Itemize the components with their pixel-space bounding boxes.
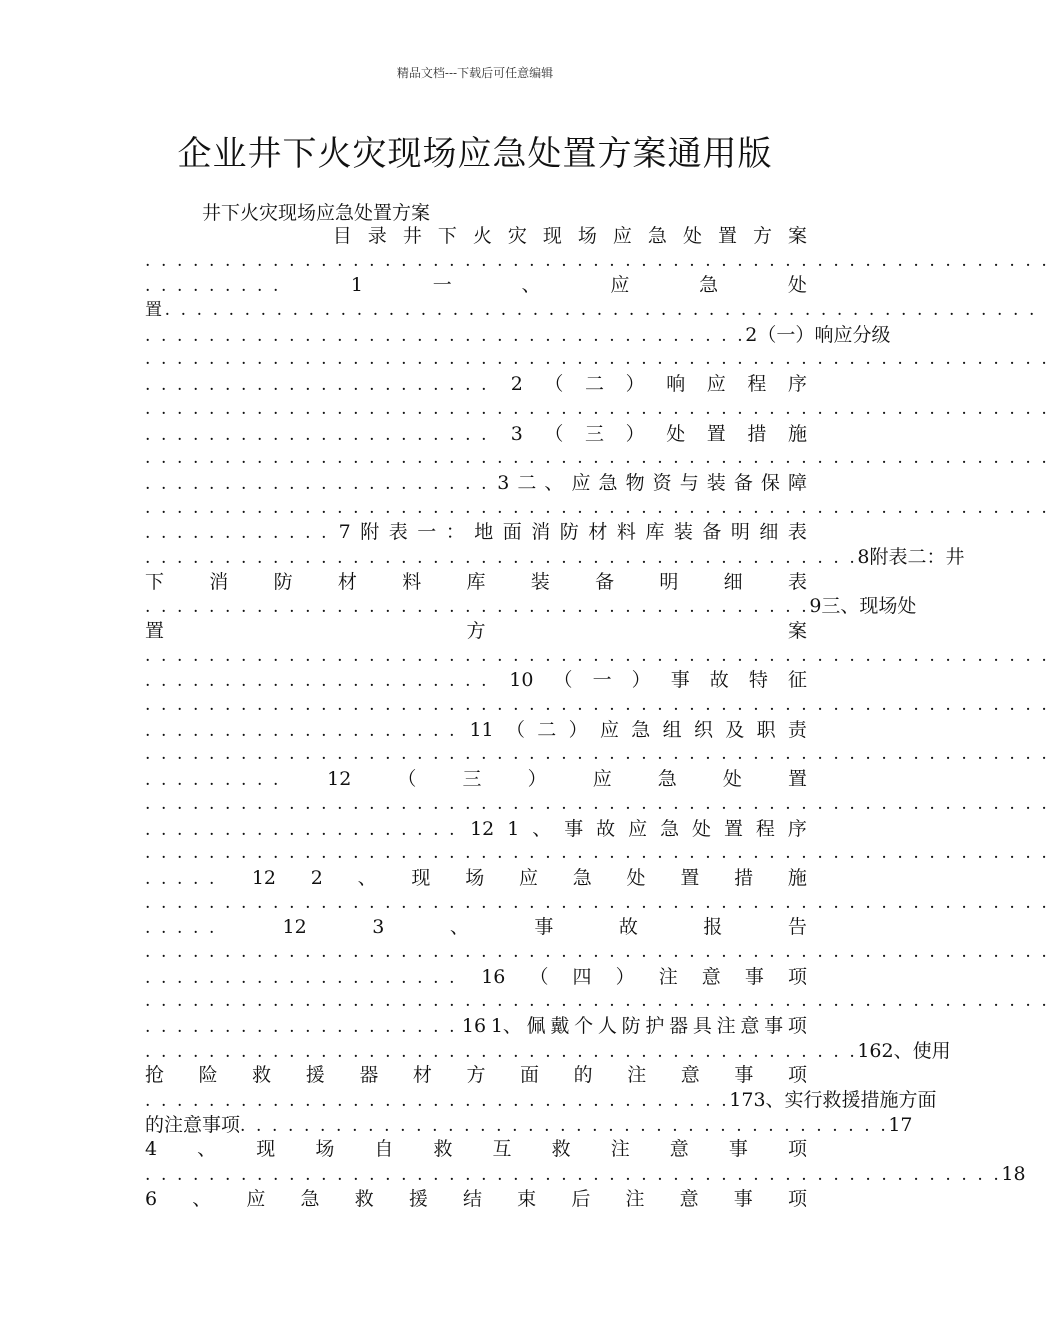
- toc-text: 12: [251, 866, 276, 889]
- toc-text: 处: [666, 422, 686, 445]
- toc-text: 级: [871, 323, 891, 346]
- toc-text: . . . . . . . . . . . . . . . . . . . . . . . . . . . . . . . . . . . . . .: [145, 325, 746, 346]
- toc-text: 险: [198, 1064, 218, 1087]
- toc-text: 16: [461, 1015, 487, 1037]
- toc-text: 消: [209, 570, 229, 593]
- toc-text: 1: [350, 274, 363, 297]
- toc-line: [145, 471, 807, 496]
- table-of-contents: [145, 224, 1049, 1212]
- toc-text: 注: [716, 1015, 736, 1037]
- toc-text: 录: [367, 225, 387, 247]
- toc-text: 灾: [507, 225, 527, 247]
- toc-text: . . . . . . . . . . . . . . . . . . . . . . . . . . . . . . . . . . . . . . . . . . . . .: [145, 547, 858, 568]
- toc-text: 器: [359, 1064, 379, 1087]
- toc-line: [145, 965, 807, 990]
- toc-text: . . . . . . . . . . . . . . . . . . . . . . . . . . . . . . . . . . . . . . . . . .: [145, 597, 810, 618]
- toc-text: 明: [730, 521, 750, 544]
- toc-text: 急: [572, 866, 592, 889]
- toc-line: [145, 742, 1049, 767]
- toc-text: 方: [466, 620, 486, 642]
- toc-text: 事: [744, 965, 764, 988]
- toc-line: [145, 1137, 807, 1162]
- toc-text: 障: [787, 471, 807, 494]
- toc-text: . . . . . . . . . . . . . . . . . . . .: [145, 819, 458, 840]
- toc-text: 分: [852, 323, 872, 346]
- toc-text: . . . . .: [145, 868, 218, 889]
- toc-text: 防: [559, 521, 579, 544]
- toc-text: 三: [462, 768, 482, 791]
- toc-text: 组: [662, 718, 682, 741]
- toc-text: 应: [592, 768, 612, 791]
- toc-text: 方: [752, 225, 772, 247]
- toc-text: 2: [745, 323, 758, 346]
- toc-text: 三、现场处: [821, 595, 917, 618]
- toc-text: 责: [787, 718, 807, 741]
- toc-line: [145, 940, 1049, 965]
- toc-text: . . . . . . . . . . . . . . . . . . . .: [145, 967, 458, 988]
- toc-line: [145, 298, 1038, 323]
- toc-line: [145, 570, 807, 595]
- toc-text: 3: [497, 471, 510, 494]
- toc-text: 急: [647, 225, 667, 247]
- toc-text: 火: [472, 225, 492, 247]
- toc-line: [145, 1187, 807, 1212]
- toc-text: 6: [145, 1187, 158, 1210]
- toc-text: 项: [787, 1138, 807, 1161]
- toc-text: 材: [337, 570, 357, 593]
- toc-text: 置: [145, 620, 165, 642]
- toc-text: 应: [628, 817, 648, 840]
- toc-line: [145, 323, 891, 348]
- toc-text: 注: [658, 965, 678, 988]
- toc-text: 与: [679, 471, 699, 494]
- toc-text: . . . . . . . . . . . . . . . . . . . . . . . . . . . . . . . . . . . . . . . . . . . . . . . . . . . . . . . . .: [145, 250, 1049, 271]
- toc-text: 面: [502, 521, 522, 544]
- toc-text: . . . . . . . . . . . . . . . . . . . . . .: [145, 473, 490, 494]
- toc-text: 人: [597, 1015, 617, 1037]
- toc-text: （: [529, 965, 549, 988]
- toc-text: 措: [747, 422, 767, 445]
- toc-text: 意: [740, 1015, 760, 1037]
- toc-text: 项: [787, 965, 807, 988]
- toc-text: 材: [412, 1064, 432, 1087]
- toc-text: 施: [787, 866, 807, 889]
- toc-text: 料: [616, 521, 636, 544]
- toc-text: ）: [631, 669, 651, 692]
- toc-line: [145, 792, 1049, 817]
- toc-text: 事: [733, 1187, 753, 1210]
- toc-text: 装: [530, 570, 550, 593]
- toc-text: 现: [256, 1138, 276, 1161]
- toc-text: 10: [509, 669, 534, 692]
- toc-text: 下: [145, 570, 165, 593]
- toc-text: 救: [354, 1187, 374, 1210]
- toc-text: . . . . . . . . . . . . . . . . . . . . . .: [145, 375, 490, 396]
- toc-text: 处: [722, 768, 742, 791]
- toc-text: ：: [445, 521, 465, 544]
- toc-text: 戴: [550, 1015, 570, 1037]
- toc-line: [145, 718, 807, 743]
- toc-text: 置: [680, 866, 700, 889]
- toc-text: . . . . . . . . . . . . . . . . . . . . . . . . . . . . . . . . . . . . . . . . . . . . . . . . . . . . . . . . .: [145, 398, 1049, 419]
- toc-text: 注: [627, 1064, 647, 1087]
- toc-line: [145, 397, 1049, 422]
- toc-text: 装: [706, 471, 726, 494]
- toc-text: 处: [692, 817, 712, 840]
- toc-text: . . . . . . . . . . . . . . . . . . . . . . . . . . . . . . . . . . . . . . . . . . . . . . . . . . . . . .: [145, 1165, 1002, 1186]
- toc-text: 、: [357, 866, 377, 889]
- toc-text: 应: [706, 373, 726, 396]
- toc-text: . . . . . . . . .: [145, 276, 282, 297]
- toc-line: [145, 496, 1049, 521]
- toc-text: 救: [551, 1138, 571, 1161]
- toc-text: . . . . . . . . . . . . . . . . . . . . . . . . . . . . . . . . . . . . . . . . .: [240, 1115, 889, 1136]
- toc-text: 9: [809, 595, 822, 618]
- toc-text: 8: [857, 545, 870, 568]
- toc-text: 个: [574, 1015, 594, 1037]
- toc-text: 意: [669, 1138, 689, 1161]
- toc-text: 场: [465, 866, 485, 889]
- toc-text: 救: [433, 1138, 453, 1161]
- toc-line: [145, 1039, 951, 1064]
- toc-text: 18: [1001, 1163, 1026, 1186]
- toc-text: 二: [517, 471, 537, 494]
- toc-text: 具: [692, 1015, 712, 1037]
- toc-text: 项: [787, 1064, 807, 1087]
- toc-text: 应: [610, 274, 630, 297]
- toc-text: 场: [577, 225, 597, 247]
- toc-text: 事: [534, 916, 554, 939]
- toc-text: . . . . . . . . . . . . . . . . . . . . . . . . . . . . . . . . . . . . .: [145, 1091, 730, 1112]
- toc-text: 材: [588, 521, 608, 544]
- toc-text: 表: [787, 570, 807, 593]
- toc-text: 报: [703, 916, 723, 939]
- toc-text: 序: [787, 817, 807, 840]
- toc-line: [145, 1113, 913, 1138]
- toc-text: . . . . .: [145, 918, 218, 939]
- toc-text: 资: [652, 471, 672, 494]
- toc-text: 事: [728, 1138, 748, 1161]
- toc-text: 消: [531, 521, 551, 544]
- toc-text: （: [544, 373, 564, 396]
- toc-text: 后: [571, 1187, 591, 1210]
- toc-text: 一: [417, 521, 437, 544]
- toc-text: 项: [787, 1015, 807, 1037]
- toc-text: . . . . . . . . . . . . . . . . . . . . . . . . . . . . . . . . . . . . . . . . . . . . . . . . . . . . . . . . .: [145, 744, 1049, 765]
- toc-text: . . . . . . . . . . . . . . . . . . . .: [145, 720, 458, 741]
- toc-text: 4: [145, 1138, 158, 1161]
- toc-text: 程: [755, 817, 775, 840]
- toc-text: 援: [305, 1064, 325, 1087]
- toc-text: 3: [372, 916, 385, 939]
- toc-text: . . . . . . . . .: [145, 770, 282, 791]
- toc-text: 应: [246, 1187, 266, 1210]
- toc-text: 意: [701, 965, 721, 988]
- toc-line: [145, 915, 807, 940]
- toc-text: 援: [408, 1187, 428, 1210]
- toc-text: 事: [734, 1064, 754, 1087]
- toc-text: 3: [510, 422, 523, 445]
- toc-text: . . . . . . . . . . . . . . . . . . . . . . . . . . . . . . . . . . . . . . . . . . . . . . . . . . . . . . . . .: [145, 793, 1049, 814]
- toc-line: [145, 224, 807, 249]
- toc-text: 佩: [526, 1015, 546, 1037]
- toc-line: [145, 594, 917, 619]
- toc-line: [145, 841, 1049, 866]
- toc-text: 护: [645, 1015, 665, 1037]
- toc-text: . . . . . . . . . . . . . . . . . . . . . . . . . . . . . . . . . . . . . . . . . . . . . . . . . . . . . . . . .: [145, 892, 1049, 913]
- toc-line: [145, 545, 965, 570]
- toc-text: 防: [273, 570, 293, 593]
- toc-text: 、: [532, 817, 552, 840]
- toc-text: 备: [595, 570, 615, 593]
- toc-text: 及: [725, 718, 745, 741]
- toc-line: [145, 866, 807, 891]
- toc-text: 故: [618, 916, 638, 939]
- toc-text: 注: [625, 1187, 645, 1210]
- toc-text: . . . . . . . . . . . . . . . . . . . . . .: [145, 671, 490, 692]
- toc-text: . . . . . . . . . . . . . . . . . . . . . . . . . . . . . . . . . . . . . . . . . . . . . . . . . . . . . . . . .: [145, 941, 1049, 962]
- toc-text: 注: [610, 1138, 630, 1161]
- toc-text: （: [505, 718, 525, 741]
- toc-text: 17: [888, 1113, 913, 1136]
- page-header: 精品文档---下载后可任意编辑: [396, 66, 554, 80]
- toc-text: 1: [507, 817, 520, 840]
- toc-text: 处: [626, 866, 646, 889]
- toc-text: 案: [787, 225, 807, 247]
- toc-text: 序: [787, 373, 807, 396]
- toc-text: 物: [625, 471, 645, 494]
- toc-text: 方: [466, 1064, 486, 1087]
- toc-text: 的注意事项: [145, 1113, 241, 1136]
- toc-text: 表: [388, 521, 408, 544]
- toc-text: . . . . . . . . . . . . . . . . . . . . . .: [145, 424, 490, 445]
- toc-text: 应: [518, 866, 538, 889]
- toc-text: 1、: [490, 1015, 522, 1037]
- toc-text: ）: [625, 373, 645, 396]
- toc-text: 的: [573, 1064, 593, 1087]
- toc-line: [145, 693, 1049, 718]
- toc-text: 2: [310, 866, 323, 889]
- toc-text: 施: [787, 422, 807, 445]
- toc-text: （: [757, 323, 777, 346]
- toc-line: [145, 372, 807, 397]
- toc-text: 装: [673, 521, 693, 544]
- toc-text: 、: [521, 274, 541, 297]
- toc-text: 器: [669, 1015, 689, 1037]
- toc-text: 应: [599, 718, 619, 741]
- toc-text: 应: [612, 225, 632, 247]
- toc-text: 库: [466, 570, 486, 593]
- toc-text: 互: [492, 1138, 512, 1161]
- toc-text: 急: [699, 274, 719, 297]
- toc-text: . . . . . . . . . . . . . . . . . . . . . . . . . . . . . . . . . . . . . . . . . . . . . . . . . . . . . . . . .: [145, 843, 1049, 864]
- toc-text: 16: [857, 1039, 882, 1062]
- toc-text: 织: [693, 718, 713, 741]
- toc-text: 四: [572, 965, 592, 988]
- toc-text: 程: [747, 373, 767, 396]
- toc-text: 11: [469, 718, 494, 741]
- toc-line: [145, 989, 1049, 1014]
- toc-line: [145, 891, 1049, 916]
- toc-text: 明: [659, 570, 679, 593]
- toc-text: （: [397, 768, 417, 791]
- toc-text: 面: [520, 1064, 540, 1087]
- toc-text: 下: [437, 225, 457, 247]
- toc-text: 一: [592, 669, 612, 692]
- toc-text: . . . . . . . . . . . . . . . . . . . . . . . . . . . . . . . . . . . . . . . . . . . . .: [145, 1041, 858, 1062]
- toc-text: 事: [764, 1015, 784, 1037]
- toc-line: [145, 1162, 1026, 1187]
- toc-line: [145, 273, 807, 298]
- toc-text: 、: [197, 1138, 217, 1161]
- toc-text: 库: [645, 521, 665, 544]
- toc-text: 措: [734, 866, 754, 889]
- toc-text: 井: [402, 225, 422, 247]
- toc-text: 事: [564, 817, 584, 840]
- toc-text: 细: [723, 570, 743, 593]
- toc-text: 项: [787, 1187, 807, 1210]
- toc-text: 处: [787, 274, 807, 297]
- toc-text: 三: [585, 422, 605, 445]
- toc-text: 响: [666, 373, 686, 396]
- toc-text: 料: [402, 570, 422, 593]
- toc-text: . . . . . . . . . . . . . . . . . . . . . . . . . . . . . . . . . . . . . . . . . . . . . . . . . . . . . . . . .: [145, 991, 1049, 1012]
- toc-text: 一: [776, 323, 796, 346]
- toc-text: . . . . . . . . . . . . . . . . . . . . . . . . . . . . . . . . . . . . . . . . . . . . . . . . . . . . . . . . .: [145, 349, 1049, 370]
- toc-text: 17: [729, 1089, 754, 1112]
- toc-text: 场: [315, 1138, 335, 1161]
- toc-text: 急: [660, 817, 680, 840]
- toc-text: 7: [338, 521, 351, 544]
- toc-text: 急: [657, 768, 677, 791]
- toc-text: 处: [682, 225, 702, 247]
- document-subtitle: 井下火灾现场应急处置方案: [202, 202, 431, 224]
- toc-text: 急: [631, 718, 651, 741]
- toc-text: 应: [833, 323, 853, 346]
- toc-text: 备: [702, 521, 722, 544]
- toc-text: 案: [787, 620, 807, 642]
- toc-text: 意: [680, 1064, 700, 1087]
- toc-text: 、: [192, 1187, 212, 1210]
- toc-text: . . . . . . . . . . . . . . . . . . . .: [145, 1017, 458, 1037]
- toc-text: 3、实行救援措施方面: [753, 1089, 937, 1112]
- toc-text: 职: [756, 718, 776, 741]
- toc-text: 应: [571, 471, 591, 494]
- toc-text: . . . . . . . . . . . . . . . . . . . . . . . . . . . . . . . . . . . . . . . . . . . . . . . . . . . . . . . . .: [145, 497, 1049, 518]
- toc-line: [145, 1063, 807, 1088]
- toc-text: 12: [327, 768, 352, 791]
- toc-line: [145, 767, 807, 792]
- toc-text: 急: [300, 1187, 320, 1210]
- toc-text: 响: [814, 323, 834, 346]
- toc-text: 置. . . . . . . . . . . . . . . . . . . . . . . . . . . . . . . . . . . . . . . . . . . . . . . . . . . . . . .: [145, 300, 1038, 321]
- toc-text: 抢: [145, 1064, 165, 1087]
- toc-line: [145, 668, 807, 693]
- toc-text: 救: [252, 1064, 272, 1087]
- toc-text: 告: [787, 916, 807, 939]
- toc-text: （: [544, 422, 564, 445]
- toc-text: 12: [282, 916, 307, 939]
- toc-text: . . . . . . . . . . . . . . . . . . . . . . . . . . . . . . . . . . . . . . . . . . . . . . . . . . . . . . . . .: [145, 448, 1049, 469]
- toc-line: [145, 347, 1049, 372]
- toc-text: 二: [537, 718, 557, 741]
- toc-text: 备: [733, 471, 753, 494]
- toc-line: [145, 446, 1049, 471]
- toc-text: 、: [544, 471, 564, 494]
- document-title: 企业井下火灾现场应急处置方案通用版: [177, 134, 773, 174]
- toc-text: 一: [432, 274, 452, 297]
- toc-text: ）: [795, 323, 815, 346]
- toc-line: [145, 1088, 937, 1113]
- toc-text: （: [553, 669, 573, 692]
- toc-text: 故: [709, 669, 729, 692]
- toc-text: ）: [527, 768, 547, 791]
- toc-text: 附表二：井: [869, 545, 965, 568]
- toc-text: 急: [598, 471, 618, 494]
- toc-text: 置: [787, 768, 807, 791]
- toc-text: 征: [787, 669, 807, 692]
- toc-text: 置: [717, 225, 737, 247]
- toc-line: [145, 1014, 807, 1039]
- toc-line: [145, 619, 807, 644]
- toc-line: [145, 422, 807, 447]
- toc-text: 自: [374, 1138, 394, 1161]
- toc-text: 结: [463, 1187, 483, 1210]
- toc-line: [145, 520, 807, 545]
- toc-text: 地: [474, 521, 494, 544]
- toc-text: 目: [332, 225, 352, 247]
- toc-text: ）: [615, 965, 635, 988]
- toc-text: 保: [760, 471, 780, 494]
- toc-text: 附: [360, 521, 380, 544]
- toc-text: . . . . . . . . . . . .: [145, 523, 330, 544]
- toc-text: 故: [596, 817, 616, 840]
- toc-text: 现: [542, 225, 562, 247]
- toc-line: [145, 817, 807, 842]
- toc-text: 束: [517, 1187, 537, 1210]
- toc-text: 二: [585, 373, 605, 396]
- toc-text: 细: [759, 521, 779, 544]
- toc-text: 、: [449, 916, 469, 939]
- toc-text: . . . . . . . . . . . . . . . . . . . . . . . . . . . . . . . . . . . . . . . . . . . . . . . . . . . . . . . . .: [145, 645, 1049, 666]
- toc-line: [145, 249, 1049, 274]
- toc-line: [145, 644, 1049, 669]
- toc-text: 意: [679, 1187, 699, 1210]
- toc-text: 12: [470, 817, 495, 840]
- toc-text: 现: [411, 866, 431, 889]
- toc-text: 置: [723, 817, 743, 840]
- toc-text: 防: [621, 1015, 641, 1037]
- toc-text: 2、使用: [881, 1039, 951, 1062]
- toc-text: . . . . . . . . . . . . . . . . . . . . . . . . . . . . . . . . . . . . . . . . . . . . . . . . . . . . . . . . .: [145, 695, 1049, 716]
- toc-text: 16: [481, 965, 506, 988]
- toc-text: ）: [568, 718, 588, 741]
- toc-text: 事: [670, 669, 690, 692]
- toc-text: 置: [706, 422, 726, 445]
- toc-text: 特: [748, 669, 768, 692]
- toc-text: 2: [510, 373, 523, 396]
- toc-text: 表: [787, 521, 807, 544]
- toc-text: ）: [625, 422, 645, 445]
